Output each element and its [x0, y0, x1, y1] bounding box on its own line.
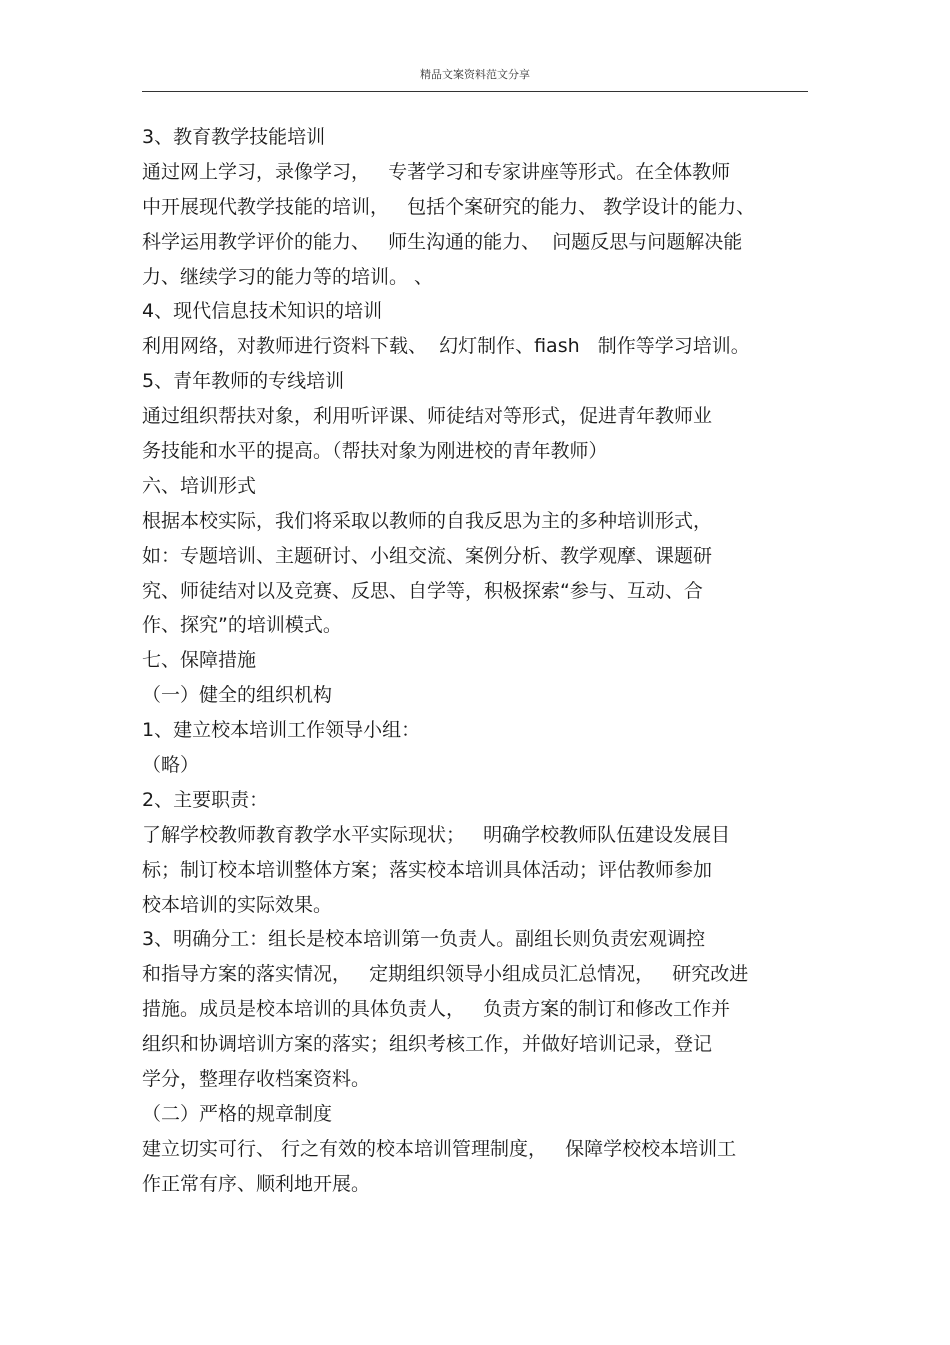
paragraph-line: 务技能和水平的提高。（帮扶对象为刚进校的青年教师）: [142, 440, 608, 463]
page-header: [142, 62, 808, 92]
paragraph-line: 措施。成员是校本培训的具体负责人， 负责方案的制订和修改工作并: [142, 998, 731, 1021]
paragraph-line: 中开展现代教学技能的培训， 包括个案研究的能力、 教学设计的能力、: [142, 195, 756, 218]
section-heading-seven: 七、保障措施: [142, 649, 257, 672]
paragraph-line: 力、继续学习的能力等的培训。 、: [142, 265, 434, 288]
paragraph-line: 建立切实可行、 行之有效的校本培训管理制度， 保障学校校本培训工: [142, 1137, 737, 1160]
item-heading-1: 1、建立校本培训工作领导小组：: [142, 719, 421, 742]
header-text: 精品文案资料范文分享: [420, 68, 530, 81]
paragraph-line: 组织和协调培训方案的落实；组织考核工作，并做好培训记录，登记: [142, 1033, 713, 1056]
paragraph-line: （略）: [142, 754, 200, 777]
section-heading-six: 六、培训形式: [142, 474, 257, 497]
section-heading-4: 4、现代信息技术知识的培训: [142, 300, 383, 323]
section-heading-5: 5、青年教师的专线培训: [142, 370, 345, 393]
paragraph-line: 究、师徒结对以及竞赛、反思、自学等，积极探索“参与、互动、合: [142, 579, 703, 602]
paragraph-line: 和指导方案的落实情况， 定期组织领导小组成员汇总情况， 研究改进: [142, 963, 749, 986]
document-body: [142, 120, 822, 1202]
paragraph-line: 了解学校教师教育教学水平实际现状； 明确学校教师队伍建设发展目: [142, 823, 731, 846]
item-heading-3: 3、明确分工：组长是校本培训第一负责人。副组长则负责宏观调控: [142, 928, 706, 951]
paragraph-line: 作正常有序、顺利地开展。: [142, 1172, 371, 1195]
paragraph-line: 利用网络，对教师进行资料下载、 幻灯制作、fiash 制作等学习培训。: [142, 335, 750, 358]
paragraph-line: 通过组织帮扶对象，利用听评课、师徒结对等形式，促进青年教师业: [142, 405, 713, 428]
paragraph-line: 如：专题培训、主题研讨、小组交流、案例分析、教学观摩、课题研: [142, 544, 713, 567]
item-heading-2: 2、主要职责：: [142, 788, 269, 811]
paragraph-line: 标；制订校本培训整体方案；落实校本培训具体活动；评估教师参加: [142, 858, 713, 881]
section-heading-3: 3、教育教学技能培训: [142, 126, 326, 148]
paragraph-line: 作、探究”的培训模式。: [142, 614, 342, 637]
paragraph-line: 科学运用教学评价的能力、 师生沟通的能力、 问题反思与问题解决能: [142, 230, 743, 253]
paragraph-line: 根据本校实际，我们将采取以教师的自我反思为主的多种培训形式，: [142, 509, 713, 532]
subsection-heading-2: （二）严格的规章制度: [142, 1102, 333, 1125]
paragraph-line: 校本培训的实际效果。: [142, 893, 333, 916]
paragraph-line: 学分，整理存收档案资料。: [142, 1068, 371, 1091]
subsection-heading-1: （一）健全的组织机构: [142, 684, 333, 707]
paragraph-line: 通过网上学习，录像学习， 专著学习和专家讲座等形式。在全体教师: [142, 160, 731, 183]
